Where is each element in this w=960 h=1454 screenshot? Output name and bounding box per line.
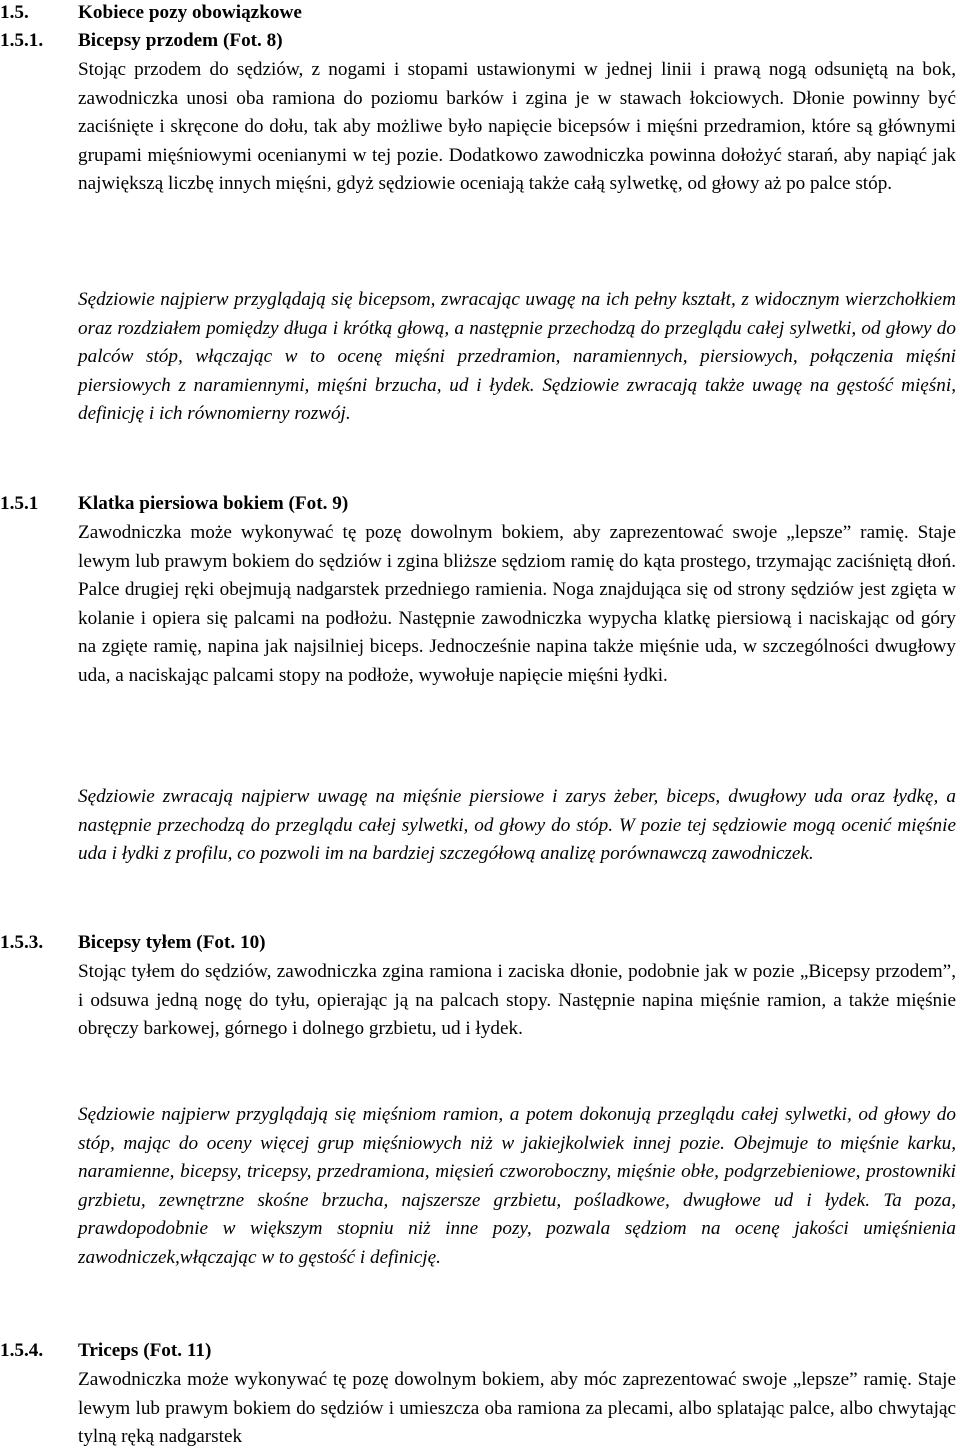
- section-number: 1.5.: [0, 2, 29, 23]
- section-heading-1-5-4: [0, 1337, 211, 1366]
- judging-paragraph: Sędziowie najpierw przyglądają się bicepsom, zwracając uwagę na ich pełny kształt, z widocznym wierzchołkiem oraz rozdziałem pomiędzy długa i krótką głową, a następnie przechodzą do przeglądu całej sylwetki, od głowy do palców stóp, włączając w to ocenę mięśni przedramion, naramiennych, piersiowych, połączenia mięśni piersiowych z naramiennymi, mięśni brzucha, ud i łydek. Sędziowie zwracają także uwagę na gęstość mięśni, definicję i ich równomierny rozwój.: [78, 289, 956, 425]
- judging-paragraph: Sędziowie zwracają najpierw uwagę na mięśnie piersiowe i zarys żeber, biceps, dwugłowy uda oraz łydkę, a następnie przechodzą do przeglądu całej sylwetki, od głowy do stóp. W pozie tej sędziowie mogą ocenić mięśnie uda i łydki z profilu, co pozwoli im na bardziej szczegółową analizę porównawczą zawodniczek.: [78, 786, 956, 865]
- section-paragraph: Stojąc przodem do sędziów, z nogami i stopami ustawionymi w jednej linii i prawą nogą odsuniętą na bok, zawodniczka unosi oba ramiona do poziomu barków i zgina je w stawach łokciowych. Dłonie powinny być zaciśnięte i skręcone do dołu, tak aby możliwe było napięcie bicepsów i mięśni przedramion, które są głównymi grupami mięśniowymi ocenianymi w tej pozie. Dodatkowo zawodniczka powinna dołożyć starań, aby napiąć jak największą liczbę innych mięśni, gdyż sędziowie oceniają także całą sylwetkę, od głowy aż po palce stóp.: [78, 59, 956, 195]
- section-title: Bicepsy przodem (Fot. 8): [78, 30, 283, 51]
- section-number: 1.5.1: [0, 493, 39, 514]
- section-title: Bicepsy tyłem (Fot. 10): [78, 932, 266, 953]
- section-paragraph: Stojąc tyłem do sędziów, zawodniczka zgina ramiona i zaciska dłonie, podobnie jak w pozie „Bicepsy przodem”, i odsuwa jedną nogę do tyłu, opierając ją na palcach stopy. Następnie napina mięśnie ramion, a także mięśnie obręczy barkowej, górnego i dolnego grzbietu, ud i łydek.: [78, 961, 956, 1040]
- section-heading-1-5: [0, 0, 302, 28]
- section-number: 1.5.4.: [0, 1340, 44, 1361]
- section-number: 1.5.1.: [0, 30, 44, 51]
- section-title: Triceps (Fot. 11): [78, 1340, 212, 1361]
- section-paragraph: Zawodniczka może wykonywać tę pozę dowolnym bokiem, aby móc zaprezentować swoje „lepsze” ramię. Staje lewym lub prawym bokiem do sędziów i umieszcza oba ramiona za plecami, albo splatając palce, albo chwytając tylną ręką nadgarstek: [78, 1369, 956, 1448]
- judging-paragraph: Sędziowie najpierw przyglądają się mięśniom ramion, a potem dokonują przeglądu całej sylwetki, od głowy do stóp, mając do oceny więcej grup mięśniowych niż w jakiejkolwiek innej pozie. Obejmuje to mięśnie karku, naramienne, bicepsy, tricepsy, przedramiona, mięsień czworoboczny, mięśnie obłe, podgrzebieniowe, prostowniki grzbietu, zewnętrzne skośne brzucha, najszersze grzbietu, pośladkowe, dwugłowe ud i łydek. Ta poza, prawdopodobnie w większym stopniu niż inne pozy, pozwala sędziom na ocenę jakości umięśnienia zawodniczek,włączając w to gęstość i definicję.: [78, 1104, 956, 1268]
- section-heading-1-5-3: [0, 929, 266, 958]
- section-heading-klatka-piersiowa: [0, 490, 348, 519]
- section-title: Kobiece pozy obowiązkowe: [78, 2, 302, 23]
- section-number: 1.5.3.: [0, 932, 44, 953]
- section-title: Klatka piersiowa bokiem (Fot. 9): [78, 493, 349, 514]
- section-heading-1-5-1: [0, 27, 283, 56]
- section-paragraph: Zawodniczka może wykonywać tę pozę dowolnym bokiem, aby zaprezentować swoje „lepsze” ramię. Staje lewym lub prawym bokiem do sędziów i zgina bliższe sędziom ramię do kąta prostego, trzymając zaciśniętą dłoń. Palce drugiej ręki obejmują nadgarstek przedniego ramienia. Noga znajdująca się od strony sędziów jest zgięta w kolanie i opiera się palcami na podłożu. Następnie zawodniczka wypycha klatkę piersiową i naciskając od góry na zgięte ramię, napina jak najsilniej biceps. Jednocześnie napina także mięśnie uda, w szczególności dwugłowy uda, a naciskając palcami stopy na podłoże, wywołuje napięcie mięśni łydki.: [78, 522, 956, 686]
